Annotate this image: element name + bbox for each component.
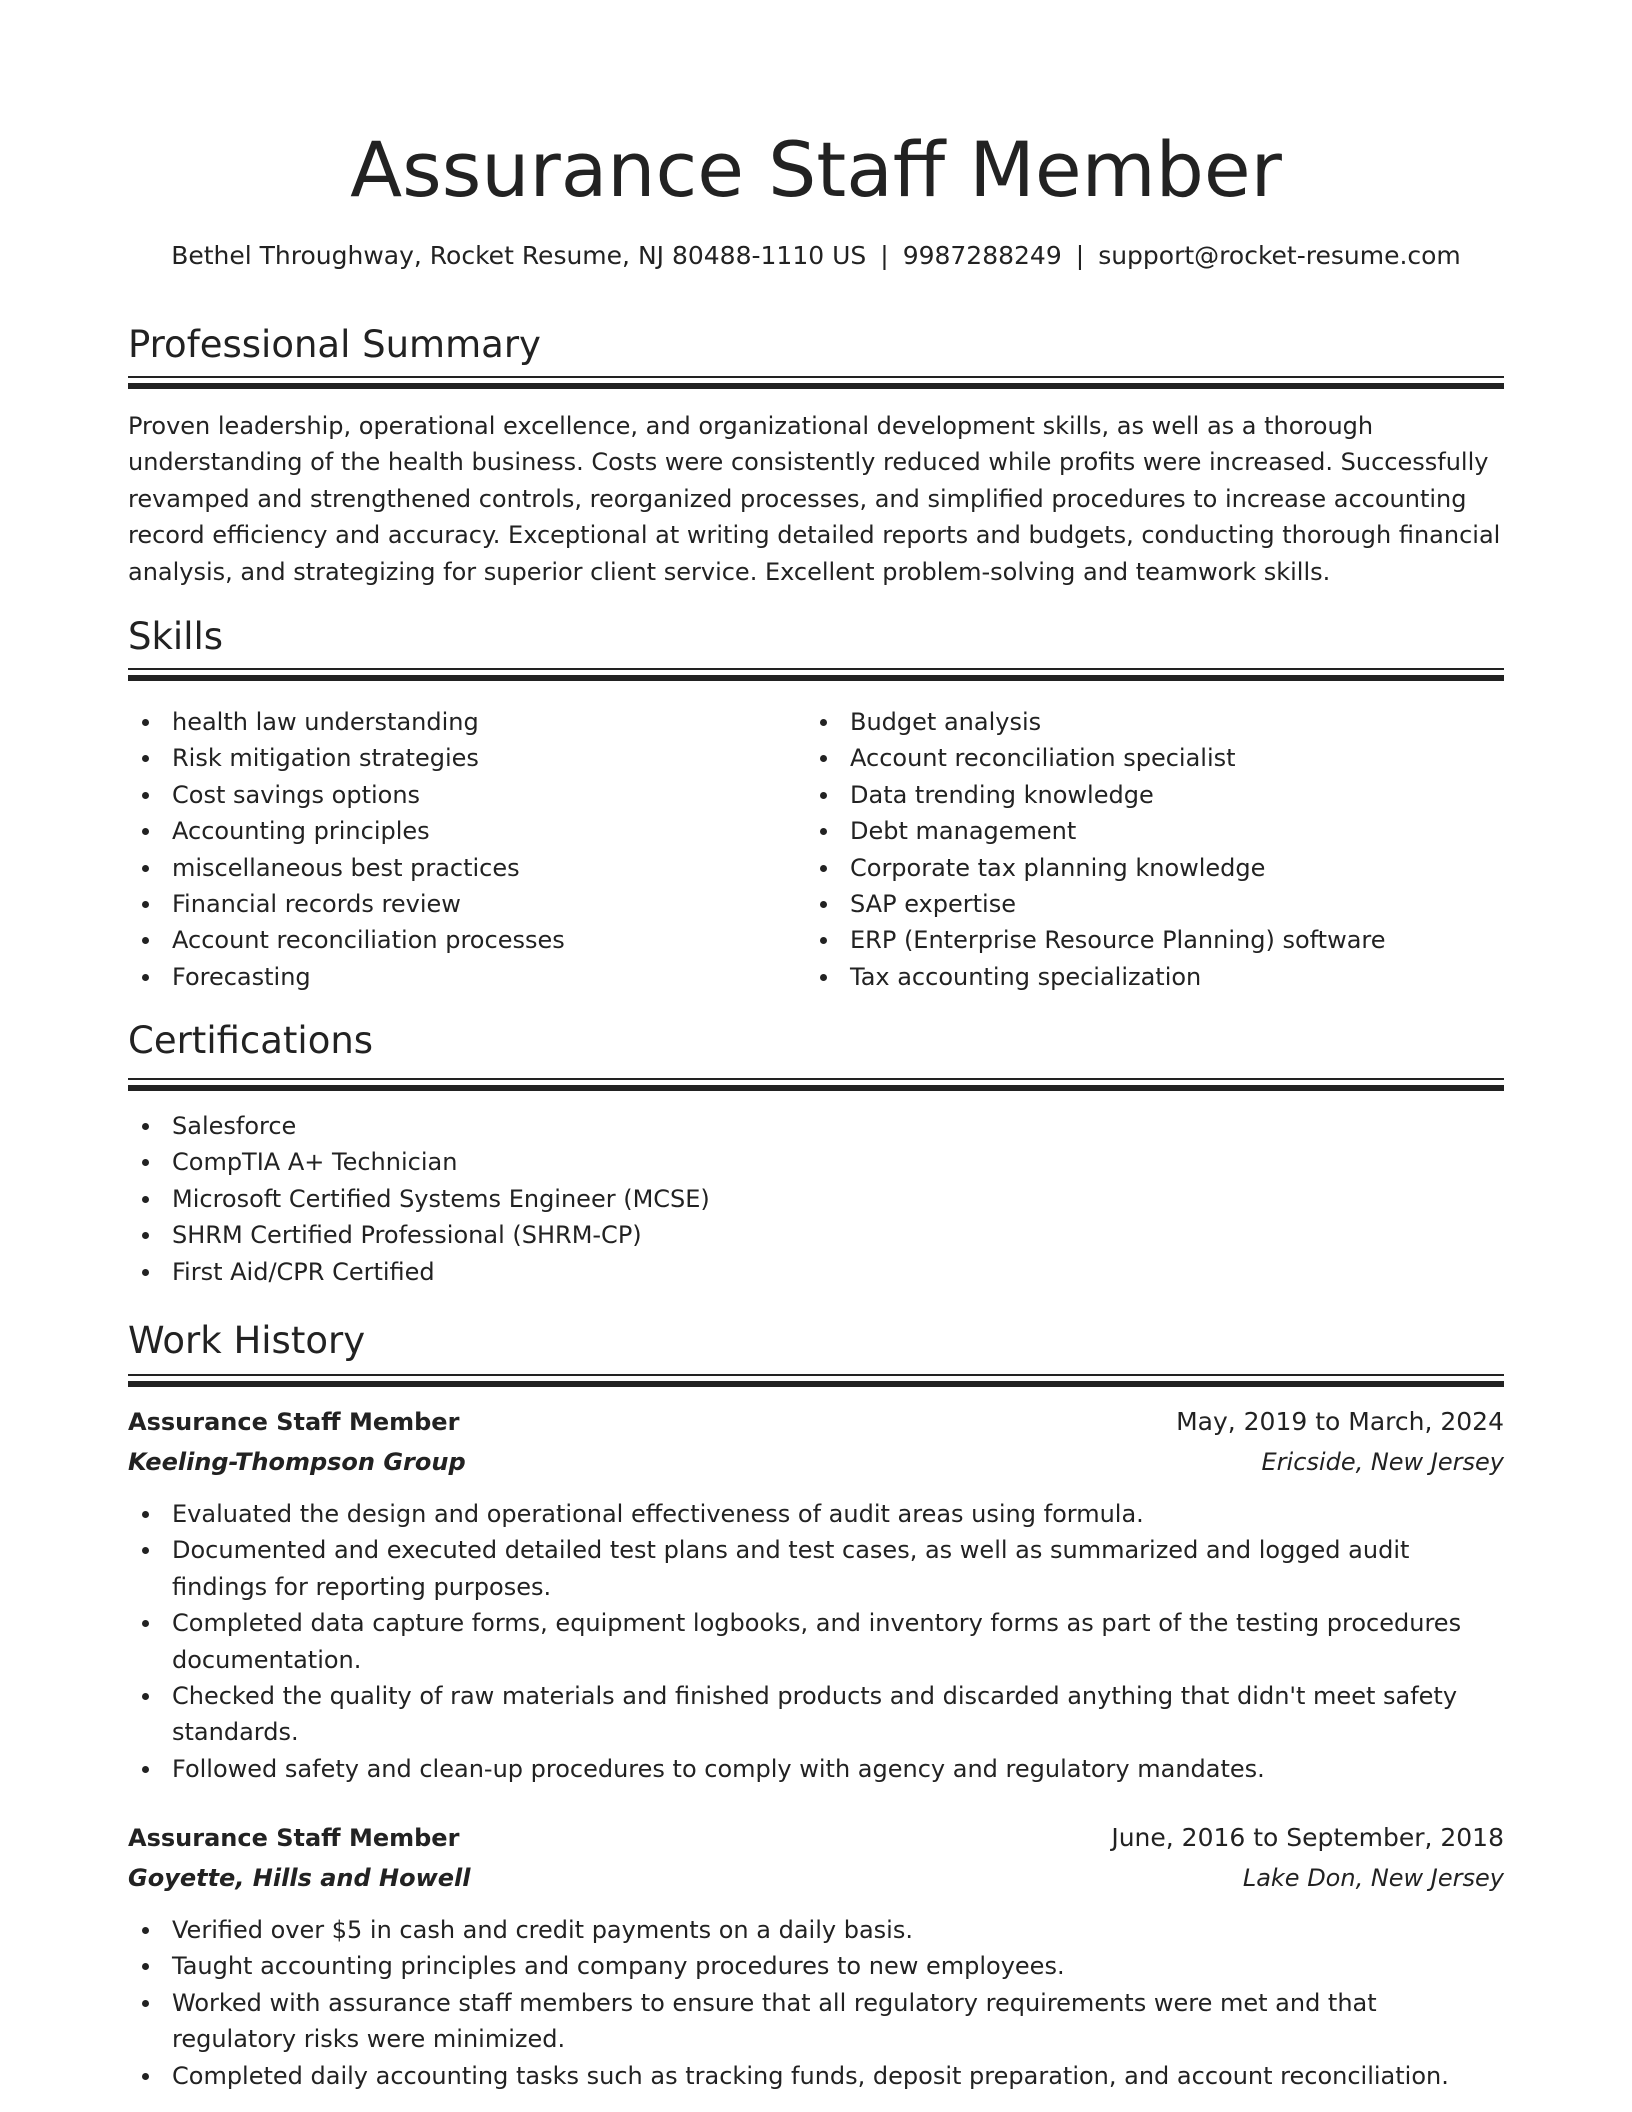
skill-item: health law understanding <box>128 704 804 740</box>
job-bullet: Verified over $5 in cash and credit payments on a daily basis. <box>128 1912 1504 1948</box>
skill-item: Account reconciliation specialist <box>806 740 1504 776</box>
contact-phone: 9987288249 <box>902 241 1062 270</box>
skill-item: Budget analysis <box>806 704 1504 740</box>
job-bullet: Followed safety and clean-up procedures to comply with agency and regulatory mandates. <box>128 1751 1504 1787</box>
certification-item: Salesforce <box>128 1108 1504 1144</box>
skill-item: Debt management <box>806 813 1504 849</box>
job-subheader <box>128 1858 1504 1898</box>
job-title: Assurance Staff Member <box>128 1408 460 1436</box>
certifications-list <box>128 1108 1504 1290</box>
skill-item: Accounting principles <box>128 813 804 849</box>
job-bullets <box>128 1496 1504 1787</box>
skill-item: SAP expertise <box>806 886 1504 922</box>
section-title-certifications: Certifications <box>128 1019 374 1062</box>
job-company: Keeling-Thompson Group <box>128 1448 466 1476</box>
job-bullet: Evaluated the design and operational effectiveness of audit areas using formula. <box>128 1496 1504 1532</box>
skill-item: Data trending knowledge <box>806 777 1504 813</box>
contact-line <box>128 238 1504 274</box>
certification-item: Microsoft Certified Systems Engineer (MCSE) <box>128 1181 1504 1217</box>
skills-list-right <box>806 704 1504 995</box>
job-bullet: Taught accounting principles and company procedures to new employees. <box>128 1948 1504 1984</box>
job-dates: June, 2016 to September, 2018 <box>1111 1823 1504 1852</box>
skill-item: Account reconciliation processes <box>128 922 804 958</box>
skill-item: Cost savings options <box>128 777 804 813</box>
job-title: Assurance Staff Member <box>128 1824 460 1852</box>
skill-item: Financial records review <box>128 886 804 922</box>
section-title-work-history: Work History <box>128 1319 366 1362</box>
skill-item: ERP (Enterprise Resource Planning) software <box>806 922 1504 958</box>
section-divider <box>128 1374 1504 1387</box>
skill-item: Corporate tax planning knowledge <box>806 850 1504 886</box>
contact-separator: | <box>880 241 889 270</box>
resume-name: Assurance Staff Member <box>350 125 1282 214</box>
certification-item: CompTIA A+ Technician <box>128 1144 1504 1180</box>
section-divider <box>128 1078 1504 1091</box>
job-header <box>128 1402 1504 1442</box>
job-header <box>128 1818 1504 1858</box>
skills-list-left <box>128 704 804 995</box>
job-location: Ericside, New Jersey <box>1261 1448 1504 1476</box>
job-bullet: Worked with assurance staff members to ensure that all regulatory requirements were met and that regulatory risks were minimized. <box>128 1985 1504 2058</box>
contact-address: Bethel Throughway, Rocket Resume, NJ 80488-1110 US <box>171 241 867 270</box>
section-title-skills: Skills <box>128 615 224 658</box>
skill-item: Tax accounting specialization <box>806 959 1504 995</box>
summary-text: Proven leadership, operational excellence, and organizational development skills, as well as a thorough understanding of the health business. Costs were consistently reduced while profits were increased. Successfully revamped and strengthened controls, reorganized processes, and simplified procedures to increase accounting record efficiency and accuracy. Exceptional at writing detailed reports and budgets, conducting thorough financial analysis, and strategizing for superior client service. Excellent problem-solving and teamwork skills. <box>128 412 1501 586</box>
job-bullet: Completed daily accounting tasks such as tracking funds, deposit preparation, and account reconciliation. <box>128 2058 1504 2094</box>
job-dates: May, 2019 to March, 2024 <box>1176 1407 1504 1436</box>
job-location: Lake Don, New Jersey <box>1242 1864 1504 1892</box>
job-subheader <box>128 1442 1504 1482</box>
skill-item: Forecasting <box>128 959 804 995</box>
section-divider <box>128 376 1504 389</box>
job-bullets <box>128 1912 1504 2094</box>
job-company: Goyette, Hills and Howell <box>128 1864 471 1892</box>
skill-item: miscellaneous best practices <box>128 850 804 886</box>
skill-item: Risk mitigation strategies <box>128 740 804 776</box>
certification-item: SHRM Certified Professional (SHRM-CP) <box>128 1217 1504 1253</box>
certification-item: First Aid/CPR Certified <box>128 1254 1504 1290</box>
contact-separator: | <box>1075 241 1085 270</box>
section-divider <box>128 668 1504 681</box>
job-bullet: Documented and executed detailed test plans and test cases, as well as summarized and logged audit findings for reporting purposes. <box>128 1532 1504 1605</box>
job-bullet: Checked the quality of raw materials and finished products and discarded anything that didn't meet safety standards. <box>128 1678 1504 1751</box>
job-bullet: Completed data capture forms, equipment logbooks, and inventory forms as part of the testing procedures documentation. <box>128 1605 1504 1678</box>
section-title-summary: Professional Summary <box>128 323 541 366</box>
contact-email: support@rocket-resume.com <box>1098 241 1461 270</box>
